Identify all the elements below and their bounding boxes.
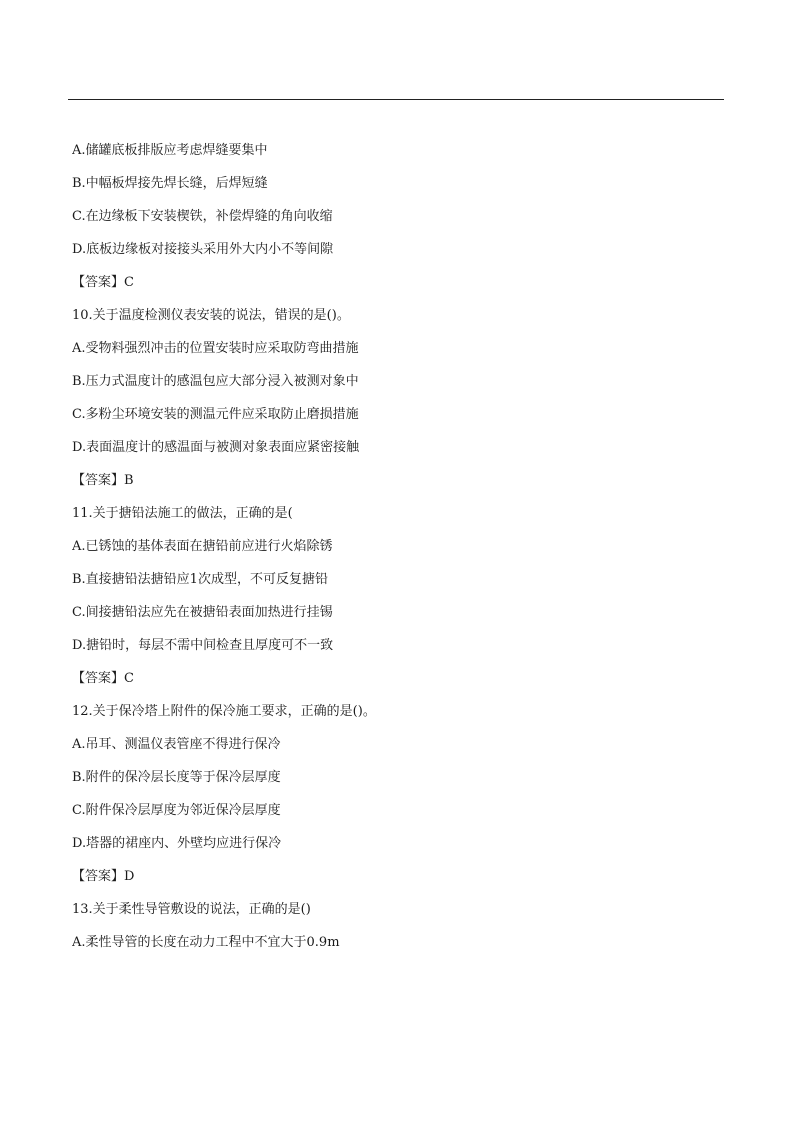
answer-12: 【答案】D [72,869,135,884]
option-12c: C.附件保冷层厚度为邻近保冷层厚度 [72,803,281,818]
option-10a: A.受物料强烈冲击的位置安装时应采取防弯曲措施 [72,341,359,356]
option-10d: D.表面温度计的感温面与被测对象表面应紧密接触 [72,440,360,455]
option-9c: C.在边缘板下安装楔铁，补偿焊缝的角向收缩 [72,209,333,224]
option-10c: C.多粉尘环境安装的测温元件应采取防止磨损措施 [72,407,359,422]
option-9a: A.储罐底板排版应考虑焊缝要集中 [72,143,268,158]
option-9d: D.底板边缘板对接接头采用外大内小不等间隙 [72,242,334,257]
question-10: 10.关于温度检测仪表安装的说法，错误的是()。 [72,308,350,323]
option-11a: A.已锈蚀的基体表面在搪铅前应进行火焰除锈 [72,539,333,554]
option-11b: B.直接搪铅法搪铅应1次成型，不可反复搪铅 [72,572,328,587]
option-12b: B.附件的保冷层长度等于保冷层厚度 [72,770,281,785]
option-11c: C.间接搪铅法应先在被搪铅表面加热进行挂锡 [72,605,333,620]
option-12d: D.塔器的裙座内、外壁均应进行保冷 [72,836,282,851]
question-11: 11.关于搪铅法施工的做法，正确的是( [72,506,293,521]
document-body [72,140,722,965]
answer-10: 【答案】B [72,473,134,488]
option-13a: A.柔性导管的长度在动力工程中不宜大于0.9m [72,935,340,950]
question-12: 12.关于保冷塔上附件的保冷施工要求，正确的是()。 [72,704,376,719]
answer-9: 【答案】C [72,275,134,290]
option-11d: D.搪铅时，每层不需中间检查且厚度可不一致 [72,638,334,653]
answer-11: 【答案】C [72,671,134,686]
option-10b: B.压力式温度计的感温包应大部分浸入被测对象中 [72,374,359,389]
header-rule [68,99,724,100]
option-9b: B.中幅板焊接先焊长缝，后焊短缝 [72,176,268,191]
option-12a: A.吊耳、测温仪表管座不得进行保冷 [72,737,281,752]
question-13: 13.关于柔性导管敷设的说法，正确的是() [72,902,311,917]
